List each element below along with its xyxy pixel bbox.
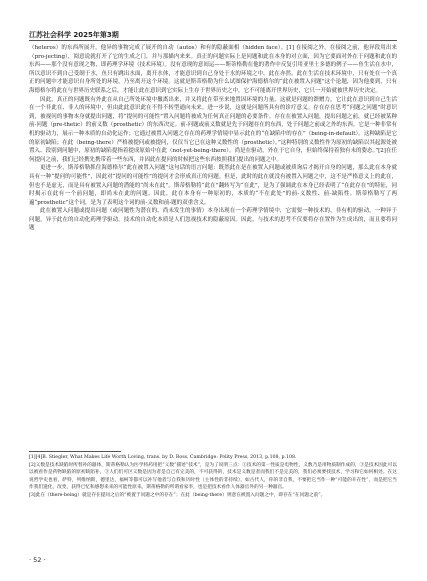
footnote: [1][4]B. Stiegler, What Makes Life Worth Loving, trans. by D. Ross, Cambridge: Polity Press, 2013, p.108, p.108. xyxy=(29,455,297,460)
paragraph: 更进一步，斯蒂格勒抓住海德格尔“此在被置入问题”这句话的语言问题：既然此在是在被置入问题或被质询后才揭开自身的问题，那么此在本身就具有一种“提问的可能性”，因此对“提问的可能性”的提问才会形成真正的问题。但是，此时的此在就没有被置入问题之中，这不是严格意义上的此在，但也不是虚无，而是具有被置入问题的潜能的“尚未在此”。斯蒂格勒将“此在”翻转写为“在此”，是为了强调此在本身已经表明了“在此存在”的特征，同时揭示在此有一个前问题，即尚未在此的问题。因此，此在本身有一种原初的，本质的“不在此处”的前-义数性、前-缺陷性。斯蒂格勒写了两遍“prosthetic”这个词，是为了表明这个词的前-义数和前-题的双重含义。 xyxy=(29,165,397,206)
footnote-rule xyxy=(29,451,121,452)
header-rule xyxy=(29,40,397,41)
footnote: [2]义数是技术缺陷时所替补的器体，斯蒂格勒认为医学将药用把“义数”描述“技术”，是为了说明三点：①技术的第一性质是电物性，义数乃是用物质制作成的，③是技术因此可以以被看作是药物缺陷的原初缺陷补，③人们们可区义数是因为者是自己有完美的，不可获得的，技术是义数是者而我们不是完美的，我们必须要找技术，学习和它如何相处。在这说哲学史也看，萨特，列维纳斯，德里达，福柯等都可以补写他者与自我和历时性（主体性的非持续），如古代人，你的非自我，不要把它当作一种“可能的开在性”，而是把它当作我们遗化，改变，获得已忆和感想来来的可能性原来。斯蒂格勒的所谓看家李，也是把技术看作人体器官外的另一种器官。 xyxy=(29,463,397,490)
footnotes xyxy=(29,454,397,500)
footnote: [3]此在（there-being）就是存在提问之后的“被置于问题之中的存在”；在此（being-there）则意在被置入问题之中，即存在“在问题之前”。 xyxy=(29,493,326,499)
paragraph: （heteros）的东西所展开，他异的事物完成了展开的自动（autos）和有的隐蔽面相（hidden face）。[1] 在接阅之外，在接阅之前，他异段用出来（pro-jecting），阅意说就打开了它的生成之门，并与那描内来来。真正的问题实际上是问题和此在本身的对立面，因为它要面对外在于问题和此在的东西——那个没有意现之物，即药理学环境（技术环境）。没有意现的意间运——斯蒂格勒在他的著作中反复引用亚里士多德的例子——鱼生活在水中，所以意识不到自己受制于水，鱼只有跳出水面，离开水体，才能意识到自己身处于水的环境之中。此在亦然。此在生活在技术环境中，只有处在一个真正的问题中才能意识自身所处的环境，乃至离开这个环境。这就是斯蒂格勒为什么试图保护海德格尔的“此在被置入问题”这个论题，因为他要到，只有海德格尔将此在与世界历史联系之后，才能让此在意识到它实际上生存于世界历史之中，它不可能离开世界历史，它只一开始就被世界历史决定。 xyxy=(29,45,397,94)
paragraph: 因此，真正的问题既有外此在从自己所处环境中撤离出来，并又将此在带至来地置因环境的力量。这就是问题的馈赠力，它让此在意识到自己生活在一个非此在、非人的环境中，但由此此意识此在不得不转型通向未来。进一步说，这就是问题所具有的诊疗意义。存在存在思考“问题之问题”时意识到，被视问的事物本身就提出问题，将“提问的可能性”置入问题将被成为任何真正问题的必要条件。存在在被置入问题，提出问题之前，就已经被某种前-问题（pre-thetic）的前义数（prosthetic）的东西决定。前-问题或前义数就是先于问题存在的东西，处于问题之前或之外的东西。它是一种非常有机的驱动力，展示一种本质的自动化运作；它通过被置入问题之存在的药理学情境中显示此在的“在缺陷中的存在”（being-in-default）。这种缺陷是它的原初缺陷；在此（being-there）严格被提问或被提问，仅仅当它已在这种义数性的（prosthetic）。”这种特别的义数性作为原初的缺陷以其起源处被置入、段别到问题中，原初的缺陷提指着提成原始中在此（not-yet-being-there）。尚是在驱动，外在于它自身，但始终保持着独有未的姿态。”[2]在任何提问之前，我们已经携先携带着一些东西，并因此在提问的时候把这些东西按照我们提出的问题之中。 xyxy=(29,96,397,163)
article-body xyxy=(29,44,397,233)
paragraph: 此在被置入问题或提出问题（或问题性为潜在的、尚未发生的事情）本身出现在一个药理学情境中，它需要一种技术的，非有机的驱动，一种异于问题，异于此在的自动化药理学驱动。技术的自动化本质是人们忽视技术的隐蔽原因。因此，与技术的思考不仅要将存在置作为生成出的，而且要将问题 xyxy=(29,208,397,232)
journal-header: 江苏社会科学 2025年第3期 xyxy=(29,31,119,39)
page-number: · 52 · xyxy=(29,556,46,564)
